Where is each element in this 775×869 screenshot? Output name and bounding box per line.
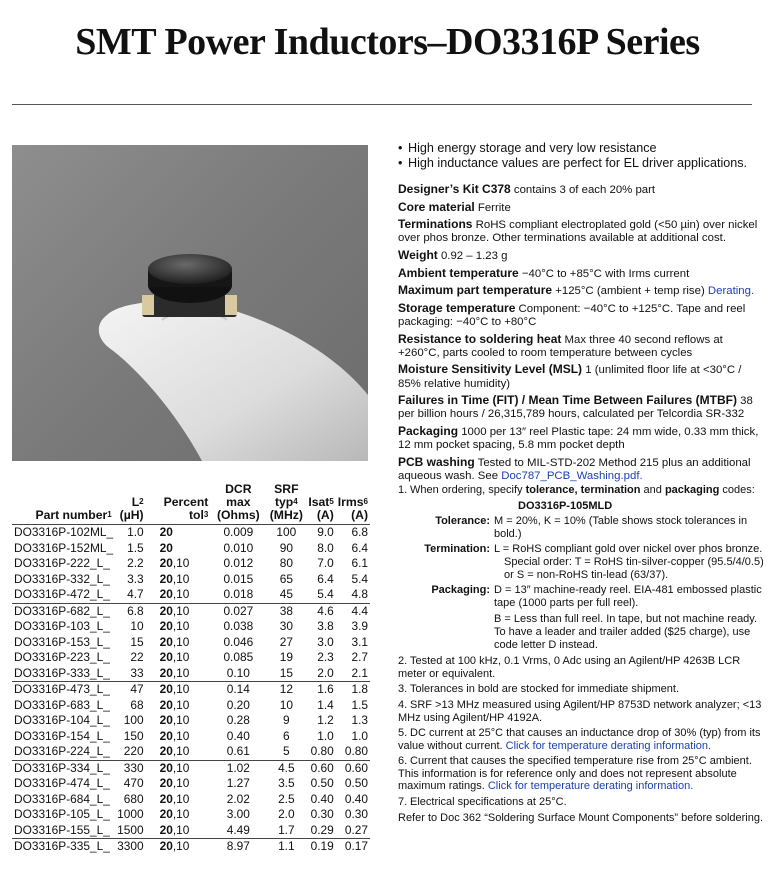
cell-irms: 4.8 xyxy=(351,587,368,601)
cell-dcr: 0.10 xyxy=(226,665,250,680)
cell-tol: 20,10 xyxy=(159,634,190,649)
cell-isat: 0.80 xyxy=(310,744,334,758)
spec-item: Maximum part temperature +125°C (ambient + temp rise) Derating. xyxy=(398,283,755,298)
cell-l: 47 xyxy=(115,682,145,698)
cell-dcr: 0.038 xyxy=(223,619,254,633)
cell-dcr: 0.20 xyxy=(226,697,250,712)
cell-isat: 1.2 xyxy=(317,713,334,727)
table-row xyxy=(12,572,370,588)
table-row xyxy=(12,682,370,698)
cell-l: 2.2 xyxy=(127,556,144,570)
note-4: 4. SRF >13 MHz measured using Agilent/HP 8753D network analyzer; <13 MHz using Agilent/HP 4192A. xyxy=(398,698,762,724)
cell-l: 220 xyxy=(123,744,144,758)
cell-l: 680 xyxy=(123,791,144,806)
cell-isat: 9.0 xyxy=(317,525,334,539)
cell-irms: 3.9 xyxy=(351,619,368,633)
table-header-row xyxy=(12,483,370,525)
cell-tol: 20,10 xyxy=(159,822,190,837)
cell-part: DO3316P-473_L_ xyxy=(12,682,115,698)
note-1: 1. When ordering, specify tolerance, termination and packaging codes: xyxy=(398,484,755,496)
cell-isat: 6.4 xyxy=(317,571,334,586)
cell-dcr: 2.02 xyxy=(226,791,250,806)
col-header-srf: SRF typ$^4$ (MHz) xyxy=(266,483,306,525)
cell-srf: 5 xyxy=(283,744,290,758)
cell-part: DO3316P-102ML_ xyxy=(14,525,114,539)
page-title: SMT Power Inductors–DO3316P Series xyxy=(75,21,700,63)
cell-l: 150 xyxy=(123,728,144,743)
cell-tol: 20,10 xyxy=(159,571,190,586)
spec-item: Designer’s Kit C378 contains 3 of each 20% part xyxy=(398,182,656,196)
cell-irms: 6.1 xyxy=(351,556,368,570)
spec-item: Moisture Sensitivity Level (MSL) 1 (unlimited floor life at <30°C / 85% relative humidity) xyxy=(398,362,742,390)
cell-srf: 30 xyxy=(279,619,293,633)
cell-l: 1.0 xyxy=(127,525,144,539)
cell-isat: 0.29 xyxy=(310,822,334,837)
note-6: 6. Current that causes the specified temperature rise from 25°C ambient. This information is for reference only and does not represent absolute maximum ratings. Click for temperature derating information. xyxy=(398,755,752,793)
cell-srf: 45 xyxy=(279,587,293,601)
cell-srf: 1.1 xyxy=(266,839,306,855)
cell-dcr: 1.27 xyxy=(226,776,250,790)
cell-isat: 1.4 xyxy=(317,697,334,712)
cell-srf: 27 xyxy=(279,634,293,649)
cell-srf: 90 xyxy=(279,540,293,555)
col-header-l: $L^2$ (µH) xyxy=(115,483,145,525)
cell-part: DO3316P-223_L_ xyxy=(14,650,110,664)
cell-irms: 0.80 xyxy=(344,744,368,758)
cell-srf: 10 xyxy=(279,697,293,712)
cell-irms: 1.3 xyxy=(351,713,368,727)
cell-part: DO3316P-152ML_ xyxy=(14,540,114,555)
cell-l: 3.3 xyxy=(127,571,144,586)
termination-option: Termination: L = RoHS compliant gold over nickel over phos bronze. Special order: T = RoHS tin-silver-copper (95.5/4/0.5) or S = non-RoHS tin-lead (63/37). xyxy=(424,543,764,581)
cell-tol: 20,10 xyxy=(159,807,190,821)
spec-item: Storage temperature Component: −40°C to +125°C. Tape and reel packaging: −40°C to +80°C xyxy=(398,300,746,328)
cell-tol: 20,10 xyxy=(159,776,190,790)
cell-irms: 2.1 xyxy=(351,665,368,680)
cell-tol: 20,10 xyxy=(159,619,190,633)
table-row xyxy=(12,776,370,792)
cell-part: DO3316P-222_L_ xyxy=(14,556,110,570)
note-3: 3. Tolerances in bold are stocked for immediate shipment. xyxy=(398,683,680,696)
cell-part: DO3316P-684_L_ xyxy=(14,791,110,806)
derating-link[interactable]: Click for temperature derating information. xyxy=(505,739,712,752)
cell-isat: 4.6 xyxy=(306,603,335,619)
cell-part: DO3316P-154_L_ xyxy=(14,728,110,743)
cell-isat: 0.40 xyxy=(310,791,334,806)
spec-item: Terminations RoHS compliant electroplated gold (<50 µin) over nickel over phos bronze. Other terminations available at additional cost. xyxy=(398,217,758,245)
cell-tol: 20,10 xyxy=(159,665,190,680)
cell-part: DO3316P-472_L_ xyxy=(14,587,110,601)
cell-dcr: 3.00 xyxy=(226,807,250,821)
order-code-example: DO3316P-105MLD xyxy=(518,499,613,512)
cell-isat: 8.0 xyxy=(317,540,334,555)
cell-tol: 20,10 xyxy=(146,603,211,619)
parts-table xyxy=(12,483,370,855)
feature-bullet: • High energy storage and very low resistance xyxy=(398,141,768,156)
cell-srf: 80 xyxy=(279,556,293,570)
cell-isat: 2.0 xyxy=(317,665,334,680)
cell-l: 100 xyxy=(123,713,144,727)
cell-part: DO3316P-105_L_ xyxy=(14,807,110,821)
cell-l: 68 xyxy=(130,697,144,712)
cell-tol: 20,10 xyxy=(159,650,190,664)
cell-l: 15 xyxy=(130,634,144,649)
cell-srf: 9 xyxy=(283,713,290,727)
table-row xyxy=(12,698,370,714)
cell-tol: 20,10 xyxy=(159,697,190,712)
cell-l: 10 xyxy=(130,619,144,633)
col-header-irms: Irms$^6$ (A) xyxy=(336,483,370,525)
cell-irms: 0.30 xyxy=(344,807,368,821)
cell-l: 330 xyxy=(115,760,145,776)
cell-part: DO3316P-155_L_ xyxy=(14,822,110,837)
cell-irms: 0.60 xyxy=(336,760,370,776)
table-row xyxy=(12,541,370,557)
cell-l: 470 xyxy=(123,776,144,790)
cell-tol: 20 xyxy=(159,540,173,555)
product-photo xyxy=(12,145,368,461)
cell-irms: 1.0 xyxy=(351,728,368,743)
spec-item: Core material Ferrite xyxy=(398,199,511,214)
cell-isat: 2.3 xyxy=(317,650,334,664)
cell-part: DO3316P-683_L_ xyxy=(14,697,110,712)
cell-dcr: 0.027 xyxy=(210,603,266,619)
note-2: 2. Tested at 100 kHz, 0.1 Vrms, 0 Adc using an Agilent/HP 4263B LCR meter or equivalent. xyxy=(398,655,741,680)
packaging-option: Packaging: D = 13″ machine-ready reel. EIA-481 embossed plastic tape (1000 parts per full reel). B = Less than full reel. In tape, but not machine ready. To have a leader and trailer added ($25 charge), use code letter D instead. xyxy=(431,584,762,651)
cell-l: 1000 xyxy=(117,807,144,821)
cell-dcr: 0.015 xyxy=(223,571,254,586)
spec-item: Weight 0.92 – 1.23 g xyxy=(398,247,508,262)
note-7: 7. Electrical specifications at 25°C. xyxy=(398,796,567,809)
table-row xyxy=(12,760,370,776)
col-header-part: Part number$^1$ xyxy=(12,483,115,525)
cell-srf: 2.5 xyxy=(278,791,295,806)
cell-irms: 1.5 xyxy=(351,697,368,712)
cell-irms: 3.1 xyxy=(351,634,368,649)
col-header-isat: Isat$^5$ (A) xyxy=(306,483,335,525)
table-row xyxy=(12,603,370,619)
cell-srf: 2.0 xyxy=(278,807,295,821)
spec-item: Resistance to soldering heat Max three 40 second reflows at +260°C, parts cooled to room temperature between cycles xyxy=(398,331,723,359)
cell-srf: 38 xyxy=(266,603,306,619)
cell-l: 6.8 xyxy=(115,603,145,619)
cell-irms: 4.4 xyxy=(336,603,370,619)
cell-dcr: 0.010 xyxy=(223,540,254,555)
table-row xyxy=(12,729,370,745)
cell-dcr: 0.018 xyxy=(223,587,254,601)
cell-tol: 20,10 xyxy=(146,839,211,855)
table-row xyxy=(12,525,370,541)
cell-l: 4.7 xyxy=(127,587,144,601)
cell-dcr: 0.012 xyxy=(223,556,254,570)
table-row xyxy=(12,839,370,855)
cell-tol: 20,10 xyxy=(159,744,190,758)
finger-with-inductor-image xyxy=(12,145,368,461)
cell-isat: 0.60 xyxy=(306,760,335,776)
note-5: 5. DC current at 25°C that causes an inductance drop of 30% (typ) from its value without current. Click for temperature derating information. xyxy=(398,727,761,752)
table-row xyxy=(12,807,370,823)
table-row xyxy=(12,650,370,666)
cell-dcr: 0.40 xyxy=(226,728,250,743)
tolerance-option: Tolerance: M = 20%, K = 10% (Table shows stock tolerances in bold.) xyxy=(435,515,748,540)
cell-dcr: 4.49 xyxy=(226,822,250,837)
cell-part: DO3316P-332_L_ xyxy=(14,571,110,586)
pcb-washing-link[interactable]: Doc787_PCB_Washing.pdf. xyxy=(501,469,643,482)
cell-dcr: 0.14 xyxy=(210,682,266,698)
cell-part: DO3316P-682_L_ xyxy=(12,603,115,619)
title-divider xyxy=(12,104,752,105)
table-row xyxy=(12,635,370,651)
cell-part: DO3316P-334_L_ xyxy=(12,760,115,776)
cell-srf: 6 xyxy=(283,728,290,743)
cell-l: 3300 xyxy=(117,839,144,853)
table-row xyxy=(12,556,370,572)
cell-irms: 2.7 xyxy=(351,650,368,664)
table-row xyxy=(12,823,370,839)
cell-irms: 0.50 xyxy=(344,776,368,790)
cell-isat: 0.50 xyxy=(310,776,334,790)
cell-l: 1.5 xyxy=(127,540,144,555)
feature-bullets xyxy=(398,141,768,171)
cell-srf: 4.5 xyxy=(266,760,306,776)
cell-isat: 5.4 xyxy=(317,587,334,601)
cell-isat: 3.0 xyxy=(317,634,334,649)
col-header-tol: Percent tol$^3$ xyxy=(146,483,211,525)
cell-part: DO3316P-333_L_ xyxy=(14,665,110,680)
cell-srf: 3.5 xyxy=(278,776,295,790)
derating-link[interactable]: Click for temperature derating information. xyxy=(487,780,694,793)
cell-dcr: 0.009 xyxy=(223,525,254,539)
cell-tol: 20 xyxy=(159,525,173,539)
spec-item: Failures in Time (FIT) / Mean Time Between Failures (MTBF) 38 per billion hours / 26,315,789 hours, calculated per Telcordia SR-332 xyxy=(398,393,753,421)
cell-srf: 100 xyxy=(276,525,297,539)
cell-tol: 20,10 xyxy=(159,587,190,601)
cell-part: DO3316P-103_L_ xyxy=(14,619,110,633)
cell-part: DO3316P-474_L_ xyxy=(14,776,110,790)
cell-irms: 6.8 xyxy=(351,525,368,539)
cell-part: DO3316P-335_L_ xyxy=(12,839,115,855)
cell-irms: 0.27 xyxy=(344,822,368,837)
cell-tol: 20,10 xyxy=(159,791,190,806)
cell-srf: 1.7 xyxy=(278,822,295,837)
cell-irms: 0.40 xyxy=(344,791,368,806)
cell-dcr: 0.61 xyxy=(226,744,250,758)
cell-isat: 3.8 xyxy=(317,619,334,633)
cell-part: DO3316P-153_L_ xyxy=(14,634,110,649)
cell-dcr: 1.02 xyxy=(210,760,266,776)
cell-part: DO3316P-224_L_ xyxy=(14,744,110,758)
spec-item: Ambient temperature −40°C to +85°C with Irms current xyxy=(398,265,690,280)
cell-tol: 20,10 xyxy=(159,728,190,743)
cell-l: 1500 xyxy=(117,822,144,837)
cell-dcr: 0.085 xyxy=(223,650,254,664)
cell-tol: 20,10 xyxy=(146,760,211,776)
cell-dcr: 8.97 xyxy=(210,839,266,855)
cell-dcr: 0.046 xyxy=(223,634,254,649)
feature-bullet: • High inductance values are perfect for EL driver applications. xyxy=(398,156,768,171)
cell-isat: 0.19 xyxy=(306,839,335,855)
soldering-reference: Refer to Doc 362 “Soldering Surface Mount Components” before soldering. xyxy=(398,811,764,824)
cell-isat: 7.0 xyxy=(317,556,334,570)
spec-item: Packaging 1000 per 13″ reel Plastic tape: 24 mm wide, 0.33 mm thick, 12 mm pocket spacing, 5.8 mm pocket depth xyxy=(398,423,759,452)
derating-link[interactable]: Derating. xyxy=(707,285,755,298)
spec-list xyxy=(398,183,760,487)
cell-isat: 1.6 xyxy=(306,682,335,698)
cell-dcr: 0.28 xyxy=(226,713,250,727)
cell-irms: 5.4 xyxy=(351,571,368,586)
spec-item: PCB washing Tested to MIL-STD-202 Method 215 plus an additional aqueous wash. See Doc787_PCB_Washing.pdf. xyxy=(398,454,751,482)
table-row xyxy=(12,713,370,729)
col-header-dcr: DCR max (Ohms) xyxy=(210,483,266,525)
cell-srf: 12 xyxy=(266,682,306,698)
cell-srf: 19 xyxy=(279,650,293,664)
table-row xyxy=(12,587,370,603)
cell-irms: 0.17 xyxy=(336,839,370,855)
table-row xyxy=(12,792,370,808)
table-row xyxy=(12,744,370,760)
cell-isat: 0.30 xyxy=(310,807,334,821)
notes-section xyxy=(398,484,766,824)
cell-srf: 65 xyxy=(279,571,293,586)
cell-part: DO3316P-104_L_ xyxy=(14,713,110,727)
cell-irms: 6.4 xyxy=(351,540,368,555)
cell-l: 22 xyxy=(130,650,144,664)
cell-irms: 1.8 xyxy=(336,682,370,698)
table-row xyxy=(12,666,370,682)
cell-l: 33 xyxy=(130,665,144,680)
cell-srf: 15 xyxy=(279,665,293,680)
cell-isat: 1.0 xyxy=(317,728,334,743)
cell-tol: 20,10 xyxy=(146,682,211,698)
table-row xyxy=(12,619,370,635)
cell-tol: 20,10 xyxy=(159,556,190,570)
cell-tol: 20,10 xyxy=(159,713,190,727)
